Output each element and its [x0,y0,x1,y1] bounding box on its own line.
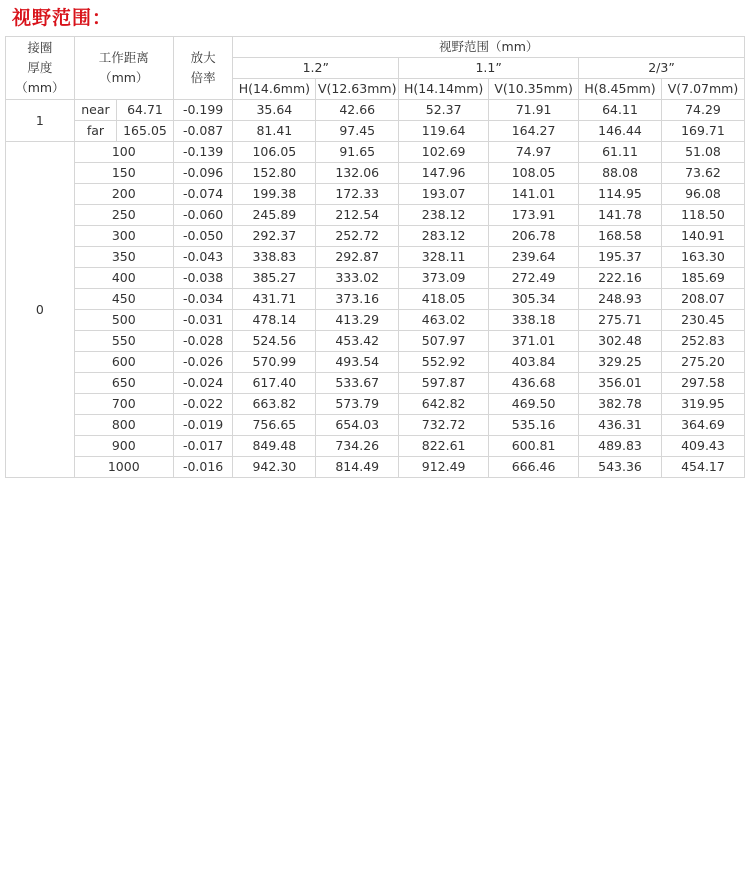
magnification-cell: -0.038 [173,268,233,289]
table-row [6,373,745,394]
fov-value-cell: 364.69 [661,415,744,436]
fov-value-cell: 849.48 [233,436,316,457]
fov-value-cell: 543.36 [579,457,662,478]
table-row [6,415,745,436]
header-ring-thickness-line3: （mm） [15,80,65,95]
fov-value-cell: 535.16 [489,415,579,436]
table-row [6,247,745,268]
fov-value-cell: 147.96 [399,163,489,184]
fov-table [5,36,745,478]
fov-value-cell: 338.18 [489,310,579,331]
fov-value-cell: 96.08 [661,184,744,205]
fov-value-cell: 252.72 [316,226,399,247]
fov-value-cell: 272.49 [489,268,579,289]
header-ring-thickness-line2: 厚度 [27,60,53,75]
fov-value-cell: 409.43 [661,436,744,457]
working-distance-cell: 64.71 [117,100,174,121]
magnification-cell: -0.074 [173,184,233,205]
fov-value-cell: 292.87 [316,247,399,268]
fov-value-cell: 35.64 [233,100,316,121]
fov-value-cell: 119.64 [399,121,489,142]
fov-value-cell: 403.84 [489,352,579,373]
magnification-cell: -0.031 [173,310,233,331]
fov-value-cell: 338.83 [233,247,316,268]
header-ring-thickness-line1: 接圈 [27,40,53,55]
fov-value-cell: 333.02 [316,268,399,289]
fov-value-cell: 81.41 [233,121,316,142]
fov-value-cell: 431.71 [233,289,316,310]
working-distance-cell: 800 [74,415,173,436]
fov-value-cell: 283.12 [399,226,489,247]
magnification-cell: -0.087 [173,121,233,142]
fov-value-cell: 239.64 [489,247,579,268]
fov-value-cell: 102.69 [399,142,489,163]
fov-value-cell: 208.07 [661,289,744,310]
fov-value-cell: 573.79 [316,394,399,415]
fov-value-cell: 108.05 [489,163,579,184]
table-row [6,268,745,289]
header-sub-v: V(12.63mm) [316,79,399,100]
distance-label-cell: far [74,121,116,142]
fov-value-cell: 169.71 [661,121,744,142]
fov-value-cell: 292.37 [233,226,316,247]
working-distance-cell: 300 [74,226,173,247]
ring-thickness-cell: 0 [6,142,75,478]
fov-value-cell: 73.62 [661,163,744,184]
fov-value-cell: 478.14 [233,310,316,331]
fov-value-cell: 600.81 [489,436,579,457]
fov-value-cell: 463.02 [399,310,489,331]
working-distance-cell: 250 [74,205,173,226]
fov-value-cell: 666.46 [489,457,579,478]
header-sensor-1-1: 1.1” [399,58,579,79]
fov-value-cell: 329.25 [579,352,662,373]
fov-value-cell: 141.01 [489,184,579,205]
fov-value-cell: 238.12 [399,205,489,226]
fov-value-cell: 319.95 [661,394,744,415]
fov-value-cell: 168.58 [579,226,662,247]
table-row [6,142,745,163]
magnification-cell: -0.022 [173,394,233,415]
header-sensor-2-3: 2/3” [579,58,745,79]
working-distance-cell: 650 [74,373,173,394]
fov-value-cell: 114.95 [579,184,662,205]
header-ring-thickness [6,37,75,100]
working-distance-cell: 165.05 [117,121,174,142]
magnification-cell: -0.028 [173,331,233,352]
fov-value-cell: 454.17 [661,457,744,478]
fov-value-cell: 734.26 [316,436,399,457]
magnification-cell: -0.034 [173,289,233,310]
fov-value-cell: 71.91 [489,100,579,121]
fov-value-cell: 418.05 [399,289,489,310]
fov-value-cell: 248.93 [579,289,662,310]
fov-value-cell: 489.83 [579,436,662,457]
magnification-cell: -0.016 [173,457,233,478]
header-magnification-line1: 放大 [190,50,216,65]
magnification-cell: -0.060 [173,205,233,226]
fov-value-cell: 61.11 [579,142,662,163]
fov-value-cell: 436.31 [579,415,662,436]
table-row [6,352,745,373]
fov-value-cell: 275.71 [579,310,662,331]
section-title: 视野范围： [12,7,113,29]
working-distance-cell: 700 [74,394,173,415]
fov-value-cell: 469.50 [489,394,579,415]
fov-value-cell: 822.61 [399,436,489,457]
fov-value-cell: 193.07 [399,184,489,205]
fov-value-cell: 118.50 [661,205,744,226]
fov-value-cell: 275.20 [661,352,744,373]
fov-value-cell: 533.67 [316,373,399,394]
fov-value-cell: 570.99 [233,352,316,373]
fov-value-cell: 52.37 [399,100,489,121]
fov-value-cell: 146.44 [579,121,662,142]
magnification-cell: -0.050 [173,226,233,247]
ring-thickness-cell: 1 [6,100,75,142]
magnification-cell: -0.026 [173,352,233,373]
magnification-cell: -0.024 [173,373,233,394]
fov-value-cell: 297.58 [661,373,744,394]
working-distance-cell: 200 [74,184,173,205]
fov-value-cell: 230.45 [661,310,744,331]
fov-value-cell: 642.82 [399,394,489,415]
fov-value-cell: 493.54 [316,352,399,373]
header-sub-h: H(14.6mm) [233,79,316,100]
fov-value-cell: 373.16 [316,289,399,310]
header-sensor-1-2: 1.2” [233,58,399,79]
working-distance-cell: 100 [74,142,173,163]
working-distance-cell: 400 [74,268,173,289]
table-row [6,205,745,226]
magnification-cell: -0.096 [173,163,233,184]
table-row [6,394,745,415]
header-sub-h: H(8.45mm) [579,79,662,100]
table-row [6,289,745,310]
header-sub-v: V(7.07mm) [661,79,744,100]
fov-value-cell: 163.30 [661,247,744,268]
header-sub-v: V(10.35mm) [489,79,579,100]
header-working-distance-line2: （mm） [99,70,149,85]
fov-value-cell: 106.05 [233,142,316,163]
fov-value-cell: 42.66 [316,100,399,121]
fov-value-cell: 195.37 [579,247,662,268]
fov-value-cell: 252.83 [661,331,744,352]
fov-value-cell: 74.29 [661,100,744,121]
fov-value-cell: 507.97 [399,331,489,352]
fov-value-cell: 206.78 [489,226,579,247]
fov-value-cell: 328.11 [399,247,489,268]
table-row [6,226,745,247]
header-working-distance-line1: 工作距离 [98,50,149,65]
fov-value-cell: 152.80 [233,163,316,184]
header-working-distance [74,37,173,100]
fov-value-cell: 597.87 [399,373,489,394]
magnification-cell: -0.199 [173,100,233,121]
magnification-cell: -0.017 [173,436,233,457]
table-row [6,121,745,142]
fov-value-cell: 212.54 [316,205,399,226]
fov-value-cell: 356.01 [579,373,662,394]
working-distance-cell: 450 [74,289,173,310]
fov-value-cell: 64.11 [579,100,662,121]
working-distance-cell: 350 [74,247,173,268]
fov-value-cell: 132.06 [316,163,399,184]
fov-value-cell: 302.48 [579,331,662,352]
working-distance-cell: 600 [74,352,173,373]
fov-value-cell: 654.03 [316,415,399,436]
table-row [6,184,745,205]
working-distance-cell: 1000 [74,457,173,478]
header-magnification [173,37,233,100]
table-row [6,100,745,121]
fov-value-cell: 245.89 [233,205,316,226]
header-magnification-line2: 倍率 [190,70,216,85]
fov-value-cell: 552.92 [399,352,489,373]
fov-value-cell: 173.91 [489,205,579,226]
table-row [6,331,745,352]
working-distance-cell: 500 [74,310,173,331]
fov-value-cell: 88.08 [579,163,662,184]
magnification-cell: -0.043 [173,247,233,268]
magnification-cell: -0.019 [173,415,233,436]
fov-value-cell: 382.78 [579,394,662,415]
fov-value-cell: 91.65 [316,142,399,163]
magnification-cell: -0.139 [173,142,233,163]
fov-value-cell: 385.27 [233,268,316,289]
header-sub-h: H(14.14mm) [399,79,489,100]
fov-value-cell: 164.27 [489,121,579,142]
fov-value-cell: 140.91 [661,226,744,247]
fov-value-cell: 756.65 [233,415,316,436]
fov-value-cell: 222.16 [579,268,662,289]
fov-value-cell: 453.42 [316,331,399,352]
fov-value-cell: 663.82 [233,394,316,415]
fov-value-cell: 373.09 [399,268,489,289]
fov-value-cell: 617.40 [233,373,316,394]
fov-value-cell: 74.97 [489,142,579,163]
working-distance-cell: 900 [74,436,173,457]
working-distance-cell: 550 [74,331,173,352]
fov-value-cell: 814.49 [316,457,399,478]
fov-value-cell: 524.56 [233,331,316,352]
fov-value-cell: 305.34 [489,289,579,310]
table-row [6,457,745,478]
fov-value-cell: 172.33 [316,184,399,205]
fov-value-cell: 97.45 [316,121,399,142]
working-distance-cell: 150 [74,163,173,184]
table-row [6,163,745,184]
fov-value-cell: 912.49 [399,457,489,478]
fov-value-cell: 371.01 [489,331,579,352]
fov-value-cell: 199.38 [233,184,316,205]
fov-value-cell: 413.29 [316,310,399,331]
table-row [6,436,745,457]
distance-label-cell: near [74,100,116,121]
fov-value-cell: 141.78 [579,205,662,226]
fov-value-cell: 185.69 [661,268,744,289]
fov-value-cell: 436.68 [489,373,579,394]
fov-value-cell: 51.08 [661,142,744,163]
fov-value-cell: 732.72 [399,415,489,436]
table-row [6,310,745,331]
fov-value-cell: 942.30 [233,457,316,478]
header-fov-group: 视野范围（mm） [233,37,745,58]
